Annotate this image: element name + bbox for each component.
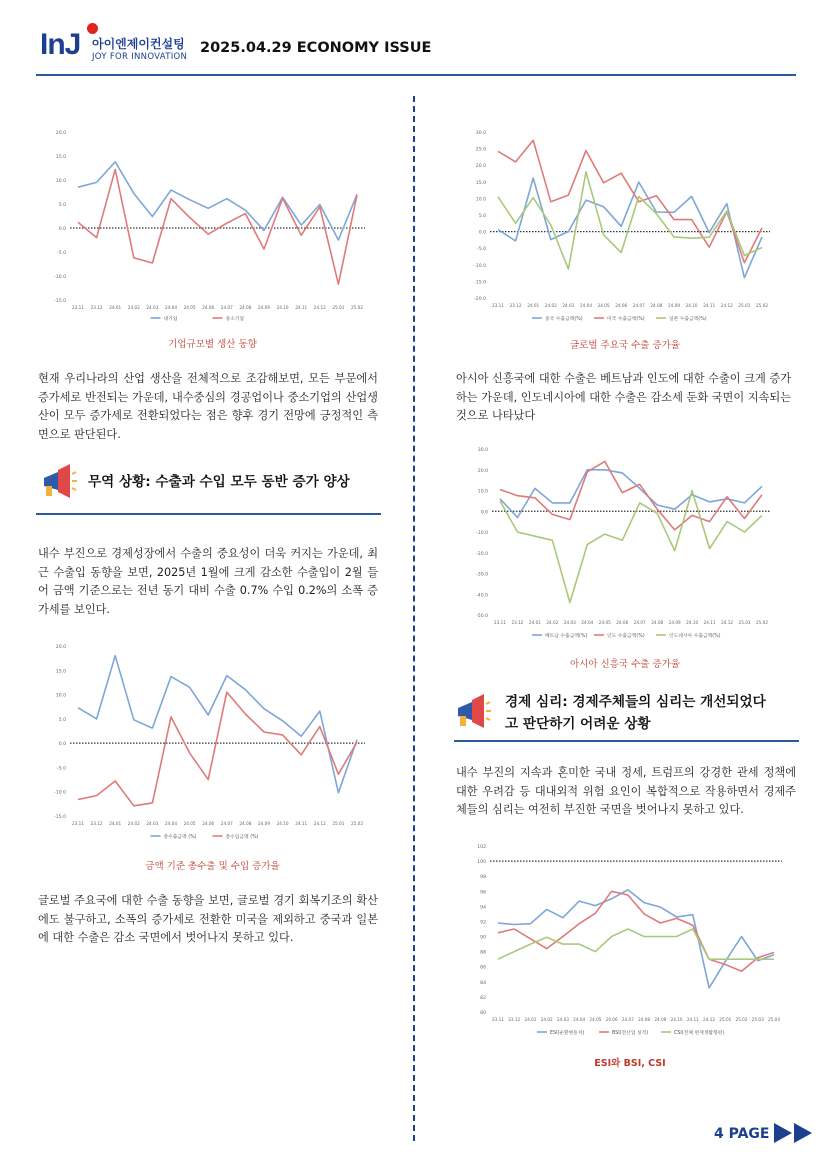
y-tick-label: 20.0: [475, 164, 486, 170]
legend-label: 총수출금액 (%): [163, 834, 197, 840]
chart-caption: 아시아 신흥국 수출 증가율: [569, 659, 680, 670]
section-title-trade: 무역 상황: 수출과 수입 모두 동반 증가 양상: [88, 474, 350, 490]
x-tick-label: 24.05: [183, 821, 196, 826]
x-tick-label: 24.01: [109, 821, 122, 826]
legend-label: 중소기업: [225, 316, 245, 322]
section-title-sentiment-line2: 고 판단하기 어려운 상황: [505, 716, 651, 732]
logo-dot-icon: [87, 23, 98, 34]
x-tick-label: 23.12: [508, 1017, 521, 1022]
chart-exports-asia-emerging: [470, 443, 780, 648]
x-tick-label: 24.06: [605, 1017, 618, 1022]
section-divider: [454, 740, 799, 742]
series-line: [78, 656, 357, 793]
x-tick-label: 25.01: [738, 620, 751, 625]
y-tick-label: 5.0: [58, 203, 66, 208]
x-tick-label: 24.03: [146, 821, 159, 826]
chart-caption: 금액 기준 총수출 및 수입 증가율: [145, 861, 280, 872]
x-tick-label: 23.11: [492, 1017, 504, 1022]
x-tick-label: 23.11: [72, 305, 84, 310]
y-tick-label: 15.0: [475, 180, 486, 186]
y-tick-label: 5.0: [478, 214, 486, 219]
y-tick-label: -15.0: [474, 280, 486, 286]
header-divider: [36, 74, 796, 76]
x-tick-label: 24.10: [670, 1017, 683, 1022]
logo-tagline: JOY FOR INNOVATION: [92, 52, 188, 62]
y-tick-label: 82: [480, 995, 486, 1001]
x-tick-label: 24.01: [528, 620, 541, 625]
legend-label: 미국 수출금액(%): [607, 316, 645, 322]
x-tick-label: 24.08: [651, 620, 664, 625]
x-tick-label: 24.09: [668, 303, 680, 308]
y-tick-label: -40.0: [476, 593, 488, 599]
y-tick-label: 0.0: [58, 742, 66, 748]
y-tick-label: 15.0: [55, 155, 66, 160]
series-line: [500, 491, 762, 603]
y-tick-label: 88: [480, 950, 486, 956]
x-tick-label: 24.06: [202, 305, 215, 310]
legend-label: ESI(순환변동치): [550, 1030, 585, 1036]
series-line: [500, 470, 762, 518]
x-tick-label: 25.01: [738, 303, 751, 308]
x-tick-label: 24.11: [686, 1017, 699, 1022]
chart-production-by-firm-size: [50, 122, 375, 327]
y-tick-label: -5.0: [57, 251, 66, 256]
x-tick-label: 24.03: [563, 620, 576, 625]
chart-caption: ESI와 BSI, CSI: [594, 1058, 666, 1069]
chart-total-export-import: [50, 640, 375, 845]
page-number: 4 PAGE: [714, 1126, 770, 1142]
y-tick-label: 84: [480, 980, 486, 986]
x-tick-label: 24.06: [616, 620, 629, 625]
x-tick-label: 24.11: [703, 303, 716, 308]
y-tick-label: 20.0: [55, 645, 66, 650]
y-tick-label: -15.0: [54, 299, 66, 304]
x-tick-label: 24.02: [127, 305, 140, 310]
legend-label: 베트남 수출금액(%): [545, 633, 588, 639]
legend-label: 총수입금액 (%): [225, 834, 259, 840]
y-tick-label: -20.0: [474, 297, 486, 302]
x-tick-label: 24.09: [654, 1017, 667, 1022]
x-tick-label: 24.05: [598, 620, 611, 625]
y-tick-label: -5.0: [477, 247, 486, 253]
y-tick-label: 0.0: [480, 510, 488, 516]
x-tick-label: 25.02: [351, 821, 363, 826]
chart-caption: 기업규모별 생산 동향: [168, 339, 257, 350]
y-tick-label: -10.0: [54, 790, 66, 796]
y-tick-label: 100: [477, 860, 486, 866]
y-tick-label: 30.0: [477, 448, 488, 453]
x-tick-label: 24.11: [295, 821, 308, 826]
x-tick-label: 24.04: [165, 821, 177, 826]
x-tick-label: 24.07: [633, 620, 646, 625]
x-tick-label: 24.01: [527, 303, 540, 308]
x-tick-label: 25.02: [351, 305, 363, 310]
logo-korean-name: 아이엔제이컨설팅: [92, 37, 185, 51]
legend-label: 인도 수출금액(%): [607, 633, 645, 639]
next-arrows-icon: [774, 1122, 816, 1144]
x-tick-label: 24.12: [720, 303, 733, 308]
x-tick-label: 24.02: [546, 620, 559, 625]
x-tick-label: 24.05: [589, 1017, 602, 1022]
x-tick-label: 24.07: [621, 1017, 634, 1022]
y-tick-label: -10.0: [54, 275, 66, 280]
paragraph: 내수 부진으로 경제성장에서 수출의 중요성이 더욱 커지는 가운데, 최근 수출입 동향을 보면, 2025년 1월에 크게 감소한 수출입이 2월 들어 금액 기준으로는 전년 동기 대비 수출 0.7% 수입 0.2%의 소폭 증가세를 보인다.: [38, 547, 378, 616]
x-tick-label: 23.12: [509, 303, 522, 308]
x-tick-label: 25.04: [768, 1017, 780, 1022]
x-tick-label: 25.02: [756, 303, 768, 308]
y-tick-label: 0.0: [478, 230, 486, 236]
y-tick-label: -15.0: [54, 815, 66, 820]
y-tick-label: -10.0: [474, 263, 486, 269]
chart-esi-bsi-csi: [470, 840, 790, 1045]
legend-label: 대기업: [163, 316, 178, 322]
x-tick-label: 23.12: [90, 821, 103, 826]
y-tick-label: 30.0: [475, 131, 486, 136]
x-tick-label: 24.12: [313, 305, 326, 310]
x-tick-label: 24.08: [239, 821, 252, 826]
x-tick-label: 24.07: [632, 303, 645, 308]
y-tick-label: 90: [480, 935, 486, 941]
x-tick-label: 25.02: [756, 620, 768, 625]
x-tick-label: 24.02: [540, 1017, 553, 1022]
section-divider: [36, 513, 381, 515]
x-tick-label: 24.05: [183, 305, 196, 310]
x-tick-label: 24.10: [685, 303, 698, 308]
x-tick-label: 24.04: [165, 305, 177, 310]
page-title: 2025.04.29 ECONOMY ISSUE: [200, 40, 432, 56]
x-tick-label: 24.02: [544, 303, 557, 308]
legend-label: 일본 수출금액(%): [669, 316, 707, 322]
y-tick-label: 25.0: [475, 147, 486, 153]
y-tick-label: 20.0: [55, 131, 66, 136]
x-tick-label: 24.07: [220, 821, 233, 826]
x-tick-label: 24.04: [581, 620, 594, 625]
x-tick-label: 23.11: [492, 303, 504, 308]
y-tick-label: 102: [477, 845, 486, 850]
column-divider: [413, 96, 415, 1141]
x-tick-label: 24.11: [295, 305, 308, 310]
y-tick-label: 10.0: [477, 489, 488, 495]
y-tick-label: 5.0: [58, 717, 66, 723]
y-tick-label: -5.0: [57, 766, 66, 772]
legend-label: 인도네시아 수출금액(%): [669, 633, 721, 639]
series-line: [78, 692, 357, 806]
series-line: [498, 140, 762, 262]
x-tick-label: 24.11: [703, 620, 716, 625]
y-tick-label: 0.0: [58, 227, 66, 232]
legend-label: BSI(전산업 실적): [612, 1030, 649, 1036]
series-line: [500, 461, 762, 530]
y-tick-label: 10.0: [55, 179, 66, 184]
x-tick-label: 24.08: [239, 305, 252, 310]
x-tick-label: 24.04: [573, 1017, 586, 1022]
paragraph: 현재 우리나라의 산업 생산을 전체적으로 조감해보면, 모든 부문에서 증가세로 반전되는 가운데, 내수중심의 경공업이나 중소기업의 산업생산이 모두 증가세로 전환되었다는 점은 향후 경기 전망에 긍정적인 측면으로 판단된다.: [38, 372, 378, 441]
paragraph: 글로벌 주요국에 대한 수출 동향을 보면, 글로벌 경기 회복기조의 확산에도 불구하고, 소폭의 증가세로 전환한 미국을 제외하고 중국과 일본에 대한 수출은 감소 국면에서 벗어나지 못하고 있다.: [38, 894, 378, 944]
paragraph: 아시아 신흥국에 대한 수출은 베트남과 인도에 대한 수출이 크게 증가하는 가운데, 인도네시아에 대한 수출은 감소세 둔화 국면이 지속되는 것으로 나타났다: [456, 372, 791, 422]
x-tick-label: 24.03: [556, 1017, 569, 1022]
section-title-sentiment-line1: 경제 심리: 경제주체들의 심리는 개선되었다: [505, 694, 766, 710]
x-tick-label: 23.12: [90, 305, 103, 310]
chart-exports-major-countries: [470, 124, 780, 329]
x-tick-label: 24.07: [220, 305, 233, 310]
x-tick-label: 24.10: [686, 620, 699, 625]
x-tick-label: 23.12: [511, 620, 524, 625]
y-tick-label: 96: [480, 890, 486, 896]
x-tick-label: 23.11: [494, 620, 506, 625]
y-tick-label: -30.0: [476, 572, 488, 578]
x-tick-label: 24.08: [650, 303, 663, 308]
x-tick-label: 24.03: [146, 305, 159, 310]
x-tick-label: 24.01: [109, 305, 122, 310]
x-tick-label: 24.09: [258, 821, 270, 826]
x-tick-label: 24.01: [524, 1017, 537, 1022]
y-tick-label: 15.0: [55, 669, 66, 675]
series-line: [498, 178, 762, 278]
paragraph: 내수 부진의 지속과 혼미한 국내 정세, 트럼프의 강경한 관세 정책에 대한 우려감 등 대내외적 위험 요인이 복합적으로 작용하면서 경제주체들의 심리는 여전히 부진한 국면을 벗어나지 못하고 있다.: [456, 766, 796, 816]
y-tick-label: 98: [480, 875, 486, 881]
y-tick-label: 86: [480, 965, 486, 971]
x-tick-label: 24.10: [276, 305, 289, 310]
y-tick-label: 80: [480, 1011, 486, 1016]
x-tick-label: 25.01: [332, 305, 345, 310]
y-tick-label: -50.0: [476, 614, 488, 619]
x-tick-label: 24.06: [615, 303, 628, 308]
megaphone-icon: [452, 692, 492, 732]
x-tick-label: 24.12: [703, 1017, 716, 1022]
y-tick-label: 94: [480, 905, 486, 911]
x-tick-label: 24.12: [721, 620, 734, 625]
x-tick-label: 24.04: [580, 303, 592, 308]
y-tick-label: 92: [480, 920, 486, 926]
x-tick-label: 23.11: [72, 821, 84, 826]
y-tick-label: 20.0: [477, 468, 488, 474]
series-line: [78, 169, 357, 284]
x-tick-label: 25.02: [735, 1017, 748, 1022]
y-tick-label: -10.0: [476, 531, 488, 536]
y-tick-label: -20.0: [476, 551, 488, 557]
x-tick-label: 24.12: [313, 821, 326, 826]
x-tick-label: 25.03: [751, 1017, 764, 1022]
x-tick-label: 24.05: [597, 303, 610, 308]
x-tick-label: 24.09: [668, 620, 681, 625]
y-tick-label: 10.0: [475, 197, 486, 203]
x-tick-label: 24.08: [638, 1017, 651, 1022]
x-tick-label: 24.09: [258, 305, 270, 310]
x-tick-label: 24.10: [276, 821, 289, 826]
x-tick-label: 24.06: [202, 821, 215, 826]
y-tick-label: 10.0: [55, 693, 66, 699]
x-tick-label: 24.03: [562, 303, 575, 308]
legend-label: 중국 수출금액(%): [545, 316, 583, 322]
x-tick-label: 25.01: [719, 1017, 732, 1022]
x-tick-label: 25.01: [332, 821, 345, 826]
company-logo: InJ: [40, 28, 81, 61]
x-tick-label: 24.02: [127, 821, 140, 826]
chart-caption: 글로벌 주요국 수출 증가율: [569, 340, 680, 351]
legend-label: CSI(전체 현재생활형편): [674, 1030, 725, 1036]
megaphone-icon: [38, 462, 78, 502]
